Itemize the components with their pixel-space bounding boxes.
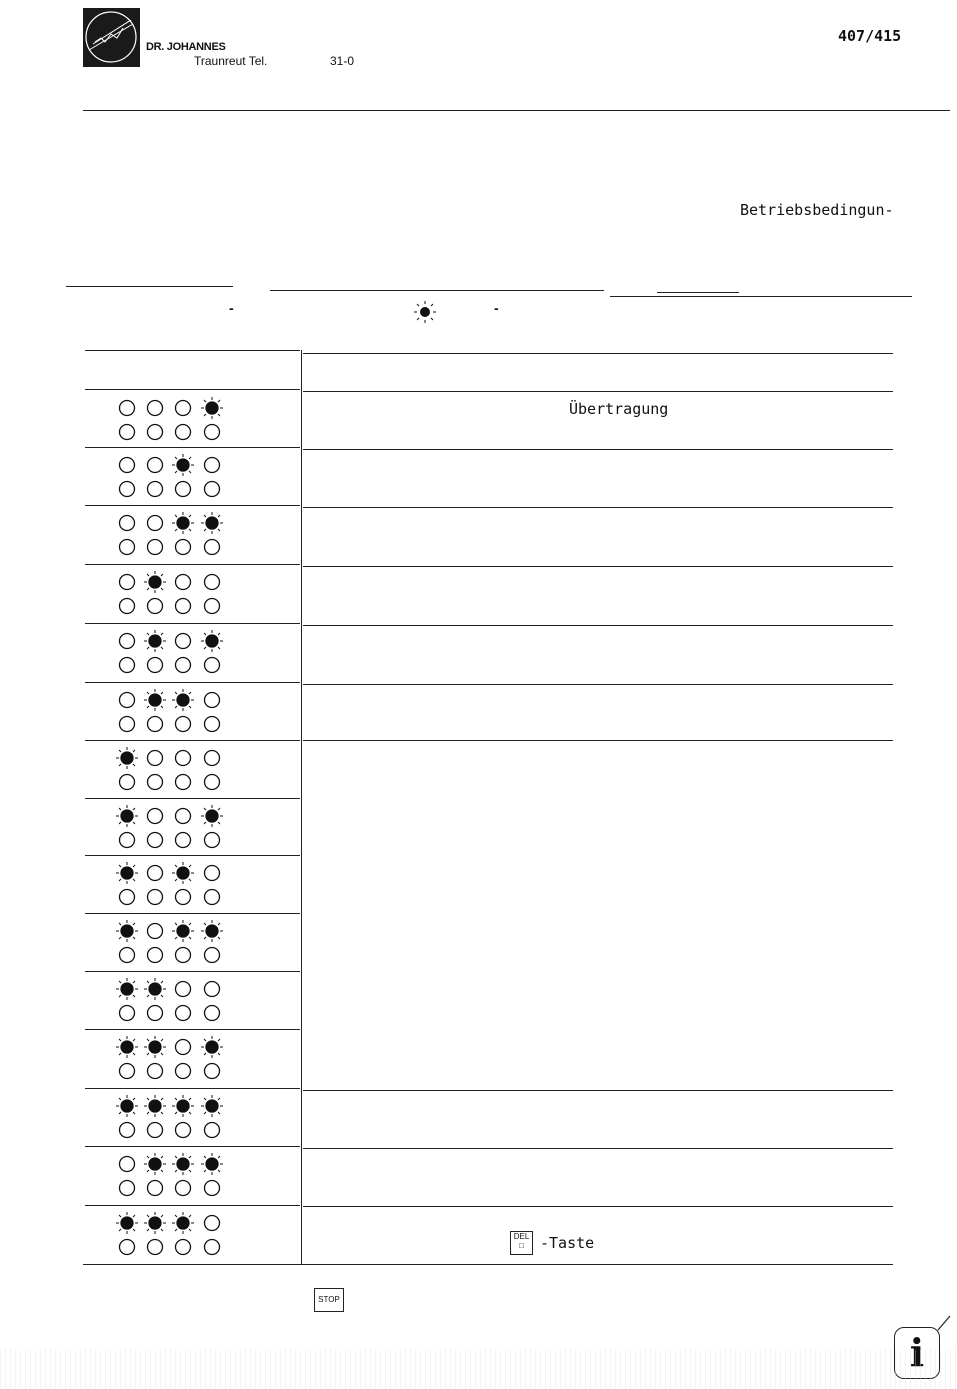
- underline-fragment: [657, 292, 739, 293]
- led-off-icon: [120, 1064, 135, 1079]
- led-off-icon: [205, 599, 220, 614]
- led-off-icon: [176, 1040, 191, 1055]
- led-pattern-13: [100, 1090, 240, 1146]
- row-divider-left: [85, 623, 300, 624]
- row-divider-left: [85, 447, 300, 448]
- led-blinking-icon: [144, 689, 166, 711]
- led-off-icon: [176, 1240, 191, 1255]
- row-divider-right: [303, 684, 893, 685]
- led-blinking-icon: [116, 978, 138, 1000]
- led-off-icon: [176, 540, 191, 555]
- led-off-icon: [176, 599, 191, 614]
- underline-fragment: [66, 286, 233, 287]
- led-off-icon: [176, 833, 191, 848]
- led-off-icon: [148, 948, 163, 963]
- led-off-icon: [205, 693, 220, 708]
- scan-noise-band: [0, 1350, 957, 1389]
- led-off-icon: [148, 717, 163, 732]
- led-blinking-icon: [172, 512, 194, 534]
- led-blinking-icon: [172, 920, 194, 942]
- table-top-border-right: [303, 353, 893, 354]
- row-divider-left: [85, 505, 300, 506]
- led-blinking-icon: [172, 862, 194, 884]
- table-column-divider: [301, 350, 302, 1264]
- led-off-icon: [148, 482, 163, 497]
- led-off-icon: [176, 1181, 191, 1196]
- row-divider-right: [303, 1090, 893, 1091]
- row-divider-left: [85, 1088, 300, 1089]
- led-pattern-15: [100, 1207, 240, 1263]
- led-off-icon: [148, 809, 163, 824]
- row-description: Übertragung: [569, 400, 669, 418]
- led-pattern-12: [100, 1031, 240, 1087]
- led-blinking-icon: [201, 630, 223, 652]
- led-blinking-icon: [172, 689, 194, 711]
- led-blinking-icon: [144, 1212, 166, 1234]
- del-key-symbol: □: [519, 1241, 524, 1250]
- led-off-icon: [120, 1123, 135, 1138]
- led-off-icon: [148, 1240, 163, 1255]
- led-off-icon: [176, 948, 191, 963]
- led-off-icon: [176, 717, 191, 732]
- table-bottom-border: [83, 1264, 893, 1265]
- led-off-icon: [148, 1064, 163, 1079]
- led-off-icon: [120, 775, 135, 790]
- led-pattern-11: [100, 973, 240, 1029]
- row-divider-right: [303, 566, 893, 567]
- led-off-icon: [176, 809, 191, 824]
- led-off-icon: [120, 1240, 135, 1255]
- led-off-icon: [205, 658, 220, 673]
- row-divider-right: [303, 1148, 893, 1149]
- led-off-icon: [148, 1123, 163, 1138]
- led-off-icon: [205, 540, 220, 555]
- led-off-icon: [120, 717, 135, 732]
- row-divider-right: [303, 740, 893, 741]
- row-divider-left: [85, 913, 300, 914]
- body-text-betriebsbedingungen: Betriebsbedingun-: [740, 201, 894, 219]
- company-phone: 31-0: [330, 54, 355, 68]
- legend-blinking-led-icon: [414, 301, 436, 323]
- led-off-icon: [205, 717, 220, 732]
- led-blinking-icon: [144, 571, 166, 593]
- led-off-icon: [176, 1064, 191, 1079]
- led-off-icon: [120, 833, 135, 848]
- led-off-icon: [120, 1181, 135, 1196]
- led-off-icon: [176, 482, 191, 497]
- led-off-icon: [120, 1157, 135, 1172]
- led-blinking-icon: [144, 978, 166, 1000]
- row-divider-right: [303, 449, 893, 450]
- led-off-icon: [120, 516, 135, 531]
- led-off-icon: [205, 890, 220, 905]
- row-divider-left: [85, 682, 300, 683]
- led-blinking-icon: [201, 920, 223, 942]
- led-blinking-icon: [201, 1036, 223, 1058]
- corner-tick-icon: [938, 1314, 952, 1332]
- led-off-icon: [205, 1181, 220, 1196]
- led-blinking-icon: [116, 1095, 138, 1117]
- led-blinking-icon: [116, 1036, 138, 1058]
- led-off-icon: [148, 890, 163, 905]
- led-pattern-3: [100, 507, 240, 563]
- led-off-icon: [120, 1006, 135, 1021]
- del-key-text: -Taste: [540, 1234, 595, 1252]
- led-off-icon: [176, 634, 191, 649]
- led-blinking-icon: [172, 1212, 194, 1234]
- led-off-icon: [148, 1181, 163, 1196]
- led-blinking-icon: [201, 397, 223, 419]
- led-blinking-icon: [201, 805, 223, 827]
- led-off-icon: [205, 1006, 220, 1021]
- led-off-icon: [205, 458, 220, 473]
- led-off-icon: [148, 658, 163, 673]
- company-name: DR. JOHANNES: [146, 41, 226, 53]
- led-pattern-5: [100, 625, 240, 681]
- row-divider-right: [303, 625, 893, 626]
- row-divider-left: [85, 1205, 300, 1206]
- row-divider-left: [85, 740, 300, 741]
- led-off-icon: [205, 866, 220, 881]
- led-off-icon: [148, 775, 163, 790]
- led-off-icon: [148, 751, 163, 766]
- led-off-icon: [120, 425, 135, 440]
- led-off-icon: [120, 948, 135, 963]
- row-divider-left: [85, 798, 300, 799]
- led-off-icon: [205, 948, 220, 963]
- led-pattern-8: [100, 800, 240, 856]
- led-blinking-icon: [116, 920, 138, 942]
- del-key-icon: [510, 1231, 533, 1255]
- led-off-icon: [120, 634, 135, 649]
- company-city: Traunreut Tel.: [194, 54, 268, 68]
- led-off-icon: [205, 425, 220, 440]
- led-blinking-icon: [116, 1212, 138, 1234]
- legend-dash: -: [494, 300, 499, 316]
- info-icon-glyph: i: [909, 1330, 925, 1375]
- led-pattern-1: [100, 392, 240, 448]
- company-logo: [83, 8, 140, 67]
- led-off-icon: [148, 924, 163, 939]
- underline-fragment: [270, 290, 604, 291]
- led-blinking-icon: [172, 1095, 194, 1117]
- led-off-icon: [148, 425, 163, 440]
- led-off-icon: [205, 482, 220, 497]
- led-off-icon: [176, 401, 191, 416]
- table-header-bottom-left: [85, 389, 300, 390]
- led-blinking-icon: [144, 1153, 166, 1175]
- led-off-icon: [205, 1064, 220, 1079]
- document-number: 407/415: [838, 27, 902, 45]
- led-off-icon: [205, 1240, 220, 1255]
- led-off-icon: [148, 1006, 163, 1021]
- row-divider-left: [85, 1029, 300, 1030]
- led-off-icon: [120, 401, 135, 416]
- row-divider-left: [85, 855, 300, 856]
- row-divider-right: [303, 1206, 893, 1207]
- led-blinking-icon: [144, 1095, 166, 1117]
- led-off-icon: [148, 458, 163, 473]
- del-key-label: DEL: [513, 1232, 530, 1241]
- led-off-icon: [176, 1123, 191, 1138]
- led-blinking-icon: [201, 1095, 223, 1117]
- led-off-icon: [120, 540, 135, 555]
- led-off-icon: [120, 458, 135, 473]
- led-off-icon: [148, 599, 163, 614]
- underline-fragment: [610, 296, 912, 297]
- led-off-icon: [148, 516, 163, 531]
- row-divider-left: [85, 1146, 300, 1147]
- table-top-border-left: [85, 350, 300, 351]
- led-off-icon: [176, 982, 191, 997]
- led-off-icon: [205, 1123, 220, 1138]
- led-off-icon: [205, 575, 220, 590]
- led-off-icon: [120, 890, 135, 905]
- led-pattern-4: [100, 566, 240, 622]
- led-blinking-icon: [116, 747, 138, 769]
- led-off-icon: [176, 658, 191, 673]
- led-pattern-2: [100, 449, 240, 505]
- led-off-icon: [176, 775, 191, 790]
- led-off-icon: [148, 540, 163, 555]
- led-pattern-14: [100, 1148, 240, 1204]
- led-off-icon: [205, 982, 220, 997]
- led-pattern-6: [100, 684, 240, 740]
- led-off-icon: [176, 575, 191, 590]
- table-header-bottom-right: [303, 391, 893, 392]
- led-blinking-icon: [116, 805, 138, 827]
- led-pattern-10: [100, 915, 240, 971]
- led-blinking-icon: [144, 1036, 166, 1058]
- led-pattern-7: [100, 742, 240, 798]
- led-off-icon: [120, 658, 135, 673]
- legend-dash: -: [229, 300, 234, 316]
- led-off-icon: [148, 833, 163, 848]
- led-pattern-9: [100, 857, 240, 913]
- led-off-icon: [148, 401, 163, 416]
- led-blinking-icon: [172, 454, 194, 476]
- led-off-icon: [176, 890, 191, 905]
- led-off-icon: [120, 482, 135, 497]
- led-off-icon: [205, 751, 220, 766]
- led-blinking-icon: [172, 1153, 194, 1175]
- led-off-icon: [205, 833, 220, 848]
- led-off-icon: [205, 775, 220, 790]
- led-off-icon: [176, 1006, 191, 1021]
- led-blinking-icon: [144, 630, 166, 652]
- led-off-icon: [148, 866, 163, 881]
- row-divider-right: [303, 507, 893, 508]
- led-blinking-icon: [201, 1153, 223, 1175]
- led-off-icon: [176, 751, 191, 766]
- stop-key-icon: STOP: [314, 1288, 344, 1312]
- led-off-icon: [120, 693, 135, 708]
- logo-emblem-icon: [83, 8, 140, 67]
- led-off-icon: [120, 575, 135, 590]
- led-blinking-icon: [201, 512, 223, 534]
- row-divider-left: [85, 971, 300, 972]
- led-off-icon: [176, 425, 191, 440]
- row-divider-left: [85, 564, 300, 565]
- header-divider: [83, 110, 950, 111]
- led-off-icon: [120, 599, 135, 614]
- led-blinking-icon: [116, 862, 138, 884]
- led-off-icon: [205, 1216, 220, 1231]
